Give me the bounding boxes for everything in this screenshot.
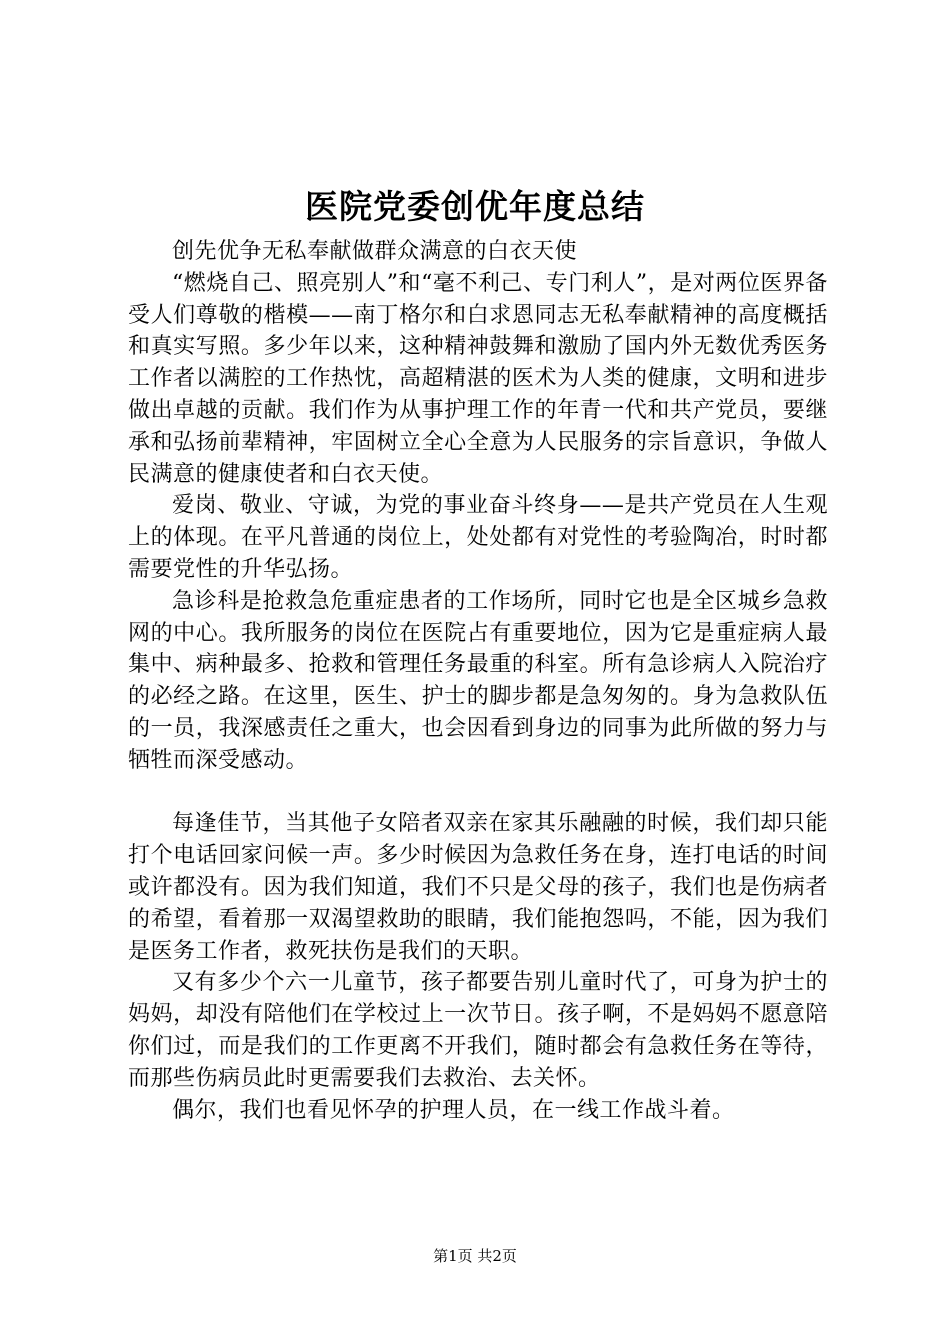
subtitle-paragraph: 创先优争无私奉献做群众满意的白衣天使: [172, 239, 578, 264]
document-body: [128, 236, 828, 1126]
paragraph-emergency-dept: 急诊科是抢救急危重症患者的工作场所，同时它也是全区城乡急救网的中心。我所服务的岗位在医院占有重要地位，因为它是重症病人最集中、病种最多、抢救和管理任务最重的科室。所有急诊病人入院治疗的必经之路。在这里，医生、护士的脚步都是急匆匆的。身为急救队伍的一员，我深感责任之重大，也会因看到身边的同事为此所做的努力与牺牲而深受感动。: [128, 588, 828, 773]
paragraph-childrens-day: 又有多少个六一儿童节，孩子都要告别儿童时代了，可身为护士的妈妈，却没有陪他们在学校过上一次节日。孩子啊，不是妈妈不愿意陪你们过，而是我们的工作更离不开我们，随时都会有急救任务在等待，而那些伤病员此时更需要我们去救治、去关怀。: [128, 970, 828, 1091]
document-title: 医院党委创优年度总结: [305, 187, 645, 226]
paragraph-spirit: “燃烧自己、照亮别人”和“毫不利己、专门利人”，是对两位医界备受人们尊敬的楷模——南丁格尔和白求恩同志无私奉献精神的高度概括和真实写照。多少年以来，这种精神鼓舞和激励了国内外无数优秀医务工作者以满腔的工作热忱，高超精湛的医术为人类的健康，文明和进步做出卓越的贡献。我们作为从事护理工作的年青一代和共产党员，要继承和弘扬前辈精神，牢固树立全心全意为人民服务的宗旨意识，争做人民满意的健康使者和白衣天使。: [128, 270, 828, 487]
paragraph-pregnant-nurses: 偶尔，我们也看见怀孕的护理人员，在一线工作战斗着。: [172, 1097, 735, 1123]
paragraph-holidays: 每逢佳节，当其他子女陪者双亲在家其乐融融的时候，我们却只能打个电话回家问候一声。多少时候因为急救任务在身，连打电话的时间或许都没有。因为我们知道，我们不只是父母的孩子，我们也是伤病者的希望，看着那一双渴望救助的眼睛，我们能抱怨吗，不能，因为我们是医务工作者，救死扶伤是我们的天职。: [128, 811, 828, 964]
page-number-footer: 第1页 共2页: [433, 1247, 517, 1265]
paragraph-spacer: [128, 777, 828, 809]
paragraph-dedication: 爱岗、敬业、守诚，为党的事业奋斗终身——是共产党员在人生观上的体现。在平凡普通的岗位上，处处都有对党性的考验陶冶，时时都需要党性的升华弘扬。: [128, 493, 828, 582]
